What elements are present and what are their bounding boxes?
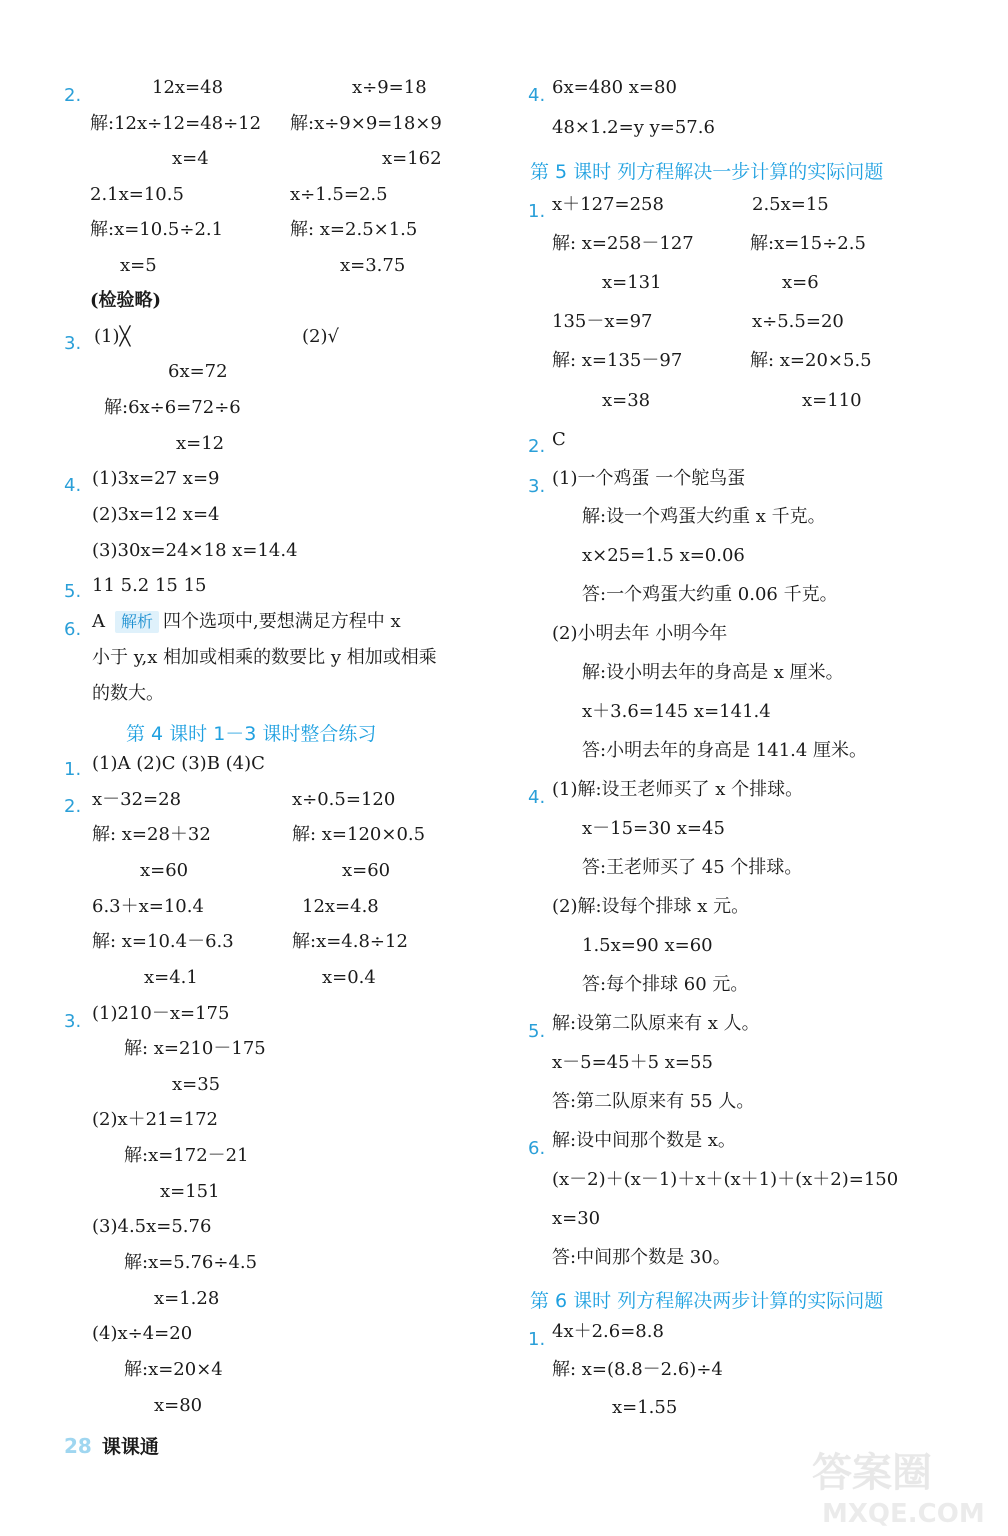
equation: (1)210－x=175 xyxy=(92,1003,230,1024)
result-line: x=1.55 xyxy=(612,1397,678,1418)
answer-line: 答:一个鸡蛋大约重 0.06 千克。 xyxy=(582,584,838,605)
answer: (1)╳ xyxy=(94,326,131,347)
answer: 11 5.2 15 15 xyxy=(92,575,207,596)
answer: C xyxy=(552,429,566,450)
result-line: x=162 xyxy=(382,148,442,169)
section-heading: 第 6 课时 列方程解决两步计算的实际问题 xyxy=(530,1290,884,1312)
solution-line: 解: x=135－97 xyxy=(552,350,683,371)
analysis-tag: 解析 xyxy=(115,611,159,633)
page-footer xyxy=(64,1432,159,1459)
solution-line: 解:x=10.5÷2.1 xyxy=(90,219,224,240)
question-number: 1. xyxy=(528,1329,546,1350)
equation: 1.5x=90 x=60 xyxy=(582,935,713,956)
solution-line: 解:6x÷6=72÷6 xyxy=(104,397,241,418)
solution-line: 解: x=28＋32 xyxy=(92,824,211,845)
question-number: 3. xyxy=(64,333,82,354)
answer-line: 答:中间那个数是 30。 xyxy=(552,1247,731,1268)
result-line: x=6 xyxy=(782,272,819,293)
question-number: 5. xyxy=(528,1021,546,1042)
equation: x＋127=258 xyxy=(552,194,664,215)
solution-line: 解: x=20×5.5 xyxy=(750,350,872,371)
equation: 12x=4.8 xyxy=(302,896,379,917)
question-number: 2. xyxy=(64,796,82,817)
result-line: x=38 xyxy=(602,390,651,411)
solution-line: (1)解:设王老师买了 x 个排球。 xyxy=(552,779,804,800)
result-line: x=80 xyxy=(154,1395,203,1416)
answer: (2)小明去年 小明今年 xyxy=(552,623,728,644)
answer: (2)√ xyxy=(302,326,339,347)
result-line: x=0.4 xyxy=(322,967,376,988)
answer: 6x=480 x=80 xyxy=(552,77,677,98)
answer-line: 答:小明去年的身高是 141.4 厘米。 xyxy=(582,740,868,761)
result-line: x=60 xyxy=(140,860,189,881)
question-number: 2. xyxy=(64,85,82,106)
equation: x÷1.5=2.5 xyxy=(290,184,388,205)
result-line: x=35 xyxy=(172,1074,221,1095)
solution-line: 解: x=(8.8－2.6)÷4 xyxy=(552,1359,723,1380)
solution-line: 解: x=120×0.5 xyxy=(292,824,426,845)
solution-line: 解: x=210－175 xyxy=(124,1038,266,1059)
answer-line: 答:王老师买了 45 个排球。 xyxy=(582,857,803,878)
result-line: x=4 xyxy=(172,148,209,169)
answer xyxy=(92,610,401,634)
watermark-logo xyxy=(804,1440,994,1530)
result-line: x=110 xyxy=(802,390,862,411)
answer-choice: A xyxy=(92,611,105,632)
answer: (1)A (2)C (3)B (4)C xyxy=(92,753,265,774)
solution-line: 解:x=20×4 xyxy=(124,1359,223,1380)
solution-line: 解:设第二队原来有 x 人。 xyxy=(552,1013,760,1034)
section-heading: 第 5 课时 列方程解决一步计算的实际问题 xyxy=(530,161,884,183)
question-number: 4. xyxy=(528,787,546,808)
equation: (4)x÷4=20 xyxy=(92,1323,193,1344)
equation: 2.1x=10.5 xyxy=(90,184,184,205)
question-number: 4. xyxy=(64,475,82,496)
result-line: x=5 xyxy=(120,255,157,276)
result-line: x=60 xyxy=(342,860,391,881)
equation: (x－2)＋(x－1)＋x＋(x＋1)＋(x＋2)=150 xyxy=(552,1169,899,1190)
equation: 12x=48 xyxy=(152,77,224,98)
equation: x×25=1.5 x=0.06 xyxy=(582,545,745,566)
question-number: 1. xyxy=(64,759,82,780)
solution-line: 解: x=258－127 xyxy=(552,233,694,254)
section-heading: 第 4 课时 1－3 课时整合练习 xyxy=(126,723,377,745)
solution-line: 解:x=4.8÷12 xyxy=(292,931,408,952)
result-line: x=4.1 xyxy=(144,967,198,988)
solution-line: (2)解:设每个排球 x 元。 xyxy=(552,896,750,917)
equation: 6.3＋x=10.4 xyxy=(92,896,204,917)
solution-line: 解:设一个鸡蛋大约重 x 千克。 xyxy=(582,506,826,527)
question-number: 3. xyxy=(528,476,546,497)
analysis-text: 的数大。 xyxy=(92,683,164,704)
solution-line: 解:x=15÷2.5 xyxy=(750,233,866,254)
result-line: x=151 xyxy=(160,1181,220,1202)
equation: x÷5.5=20 xyxy=(752,311,844,332)
solution-line: 解: x=2.5×1.5 xyxy=(290,219,418,240)
equation: 4x＋2.6=8.8 xyxy=(552,1321,664,1342)
equation: 6x=72 xyxy=(168,361,228,382)
answer: 48×1.2=y y=57.6 xyxy=(552,117,715,138)
question-number: 6. xyxy=(528,1138,546,1159)
note: (检验略) xyxy=(90,290,162,311)
answer: (1)一个鸡蛋 一个鸵鸟蛋 xyxy=(552,468,746,489)
page-number: 28 xyxy=(64,1434,92,1458)
solution-line: 解: x=10.4－6.3 xyxy=(92,931,234,952)
watermark-line2: MXQE.COM xyxy=(822,1499,985,1529)
equation: x÷9=18 xyxy=(352,77,427,98)
question-number: 2. xyxy=(528,436,546,457)
question-number: 5. xyxy=(64,581,82,602)
question-number: 4. xyxy=(528,85,546,106)
watermark-line1: 答案圈 xyxy=(812,1450,932,1496)
equation: x＋3.6=145 x=141.4 xyxy=(582,701,771,722)
equation: (2)x＋21=172 xyxy=(92,1109,218,1130)
result-line: x=131 xyxy=(602,272,662,293)
equation: x÷0.5=120 xyxy=(292,789,396,810)
solution-line: 解:x=5.76÷4.5 xyxy=(124,1252,258,1273)
question-number: 3. xyxy=(64,1011,82,1032)
answer-line: 答:每个排球 60 元。 xyxy=(582,974,749,995)
analysis-text: 四个选项中,要想满足方程中 x xyxy=(163,611,401,632)
question-number: 1. xyxy=(528,201,546,222)
equation: x－15=30 x=45 xyxy=(582,818,725,839)
solution-line: 解:设小明去年的身高是 x 厘米。 xyxy=(582,662,844,683)
solution-line: 解:12x÷12=48÷12 xyxy=(90,113,262,134)
equation: 2.5x=15 xyxy=(752,194,829,215)
question-number: 6. xyxy=(64,619,82,640)
result-line: x=12 xyxy=(176,433,225,454)
result-line: x=1.28 xyxy=(154,1288,220,1309)
equation: (3)4.5x=5.76 xyxy=(92,1216,212,1237)
result-line: x=30 xyxy=(552,1208,601,1229)
answer: (3)30x=24×18 x=14.4 xyxy=(92,540,298,561)
answer: (1)3x=27 x=9 xyxy=(92,468,220,489)
answer: (2)3x=12 x=4 xyxy=(92,504,220,525)
solution-line: 解:x=172－21 xyxy=(124,1145,249,1166)
equation: x－5=45＋5 x=55 xyxy=(552,1052,713,1073)
solution-line: 解:设中间那个数是 x。 xyxy=(552,1130,736,1151)
analysis-text: 小于 y,x 相加或相乘的数要比 y 相加或相乘 xyxy=(92,647,437,668)
equation: 135－x=97 xyxy=(552,311,653,332)
solution-line: 解:x÷9×9=18×9 xyxy=(290,113,442,134)
result-line: x=3.75 xyxy=(340,255,406,276)
equation: x－32=28 xyxy=(92,789,182,810)
answer-line: 答:第二队原来有 55 人。 xyxy=(552,1091,755,1112)
brand-name: 课课通 xyxy=(101,1436,159,1458)
